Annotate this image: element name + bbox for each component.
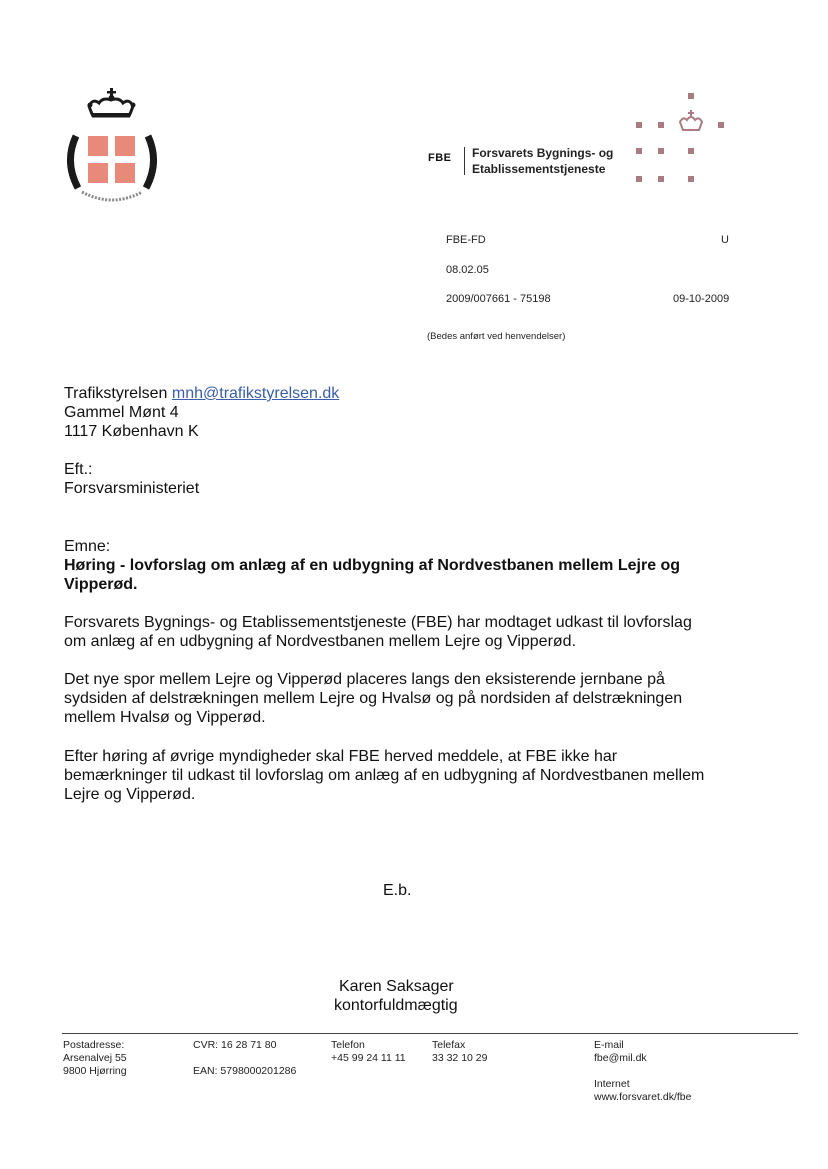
body-p3-line2: bemærkninger til udkast til lovforslag om anlæg af en udbygning af Nordvestbanen mellem [64, 767, 705, 784]
fbe-grid-crown-logo [628, 90, 738, 185]
footer-postal-city: 9800 Hjørring [63, 1065, 127, 1077]
fbe-separator [464, 147, 465, 175]
footer-fax [432, 1039, 487, 1065]
footer-phone [331, 1039, 406, 1065]
footer-email [594, 1039, 647, 1065]
ref-classification: U [721, 234, 729, 246]
body-p3-line3: Lejre og Vipperød. [64, 786, 196, 803]
body-p2-line2: sydsiden af delstrækningen mellem Lejre og Hvalsø og på nordsiden af delstrækningen [64, 690, 683, 707]
footer-fax-number: 33 32 10 29 [432, 1052, 488, 1064]
footer-postal-label: Postadresse: [63, 1039, 125, 1051]
recipient-street: Gammel Mønt 4 [64, 404, 179, 421]
cc-name: Forsvarsministeriet [64, 480, 200, 497]
recipient-line1 [64, 384, 339, 403]
cc-label: Eft.: [64, 461, 93, 478]
footer-internet [594, 1078, 691, 1104]
subject-line1: Høring - lovforslag om anlæg af en udbygning af Nordvestbanen mellem Lejre og [64, 557, 681, 574]
footer-fax-label: Telefax [432, 1039, 466, 1051]
footer-internet-label: Internet [594, 1078, 630, 1090]
cc-block [64, 460, 199, 498]
body-p1-line2: om anlæg af en udbygning af Nordvestbanen mellem Lejre og Vipperød. [64, 633, 577, 650]
footer-phone-number: +45 99 24 11 11 [331, 1052, 406, 1064]
subject-label: Emne: [64, 538, 111, 555]
body-p1-line1: Forsvarets Bygnings- og Etablissementstjeneste (FBE) har modtaget udkast til lovforslag [64, 614, 692, 631]
footer-internet-url[interactable]: www.forsvaret.dk/fbe [594, 1091, 692, 1103]
body-p2-line1: Det nye spor mellem Lejre og Vipperød placeres langs den eksisterende jernbane på [64, 671, 665, 688]
recipient-name: Trafikstyrelsen [64, 385, 168, 402]
footer-email-label: E-mail [594, 1039, 624, 1051]
body-paragraph-2 [64, 670, 682, 727]
footer-phone-label: Telefon [331, 1039, 365, 1051]
body-p3-line1: Efter høring af øvrige myndigheder skal FBE herved meddele, at FBE ikke har [64, 748, 618, 765]
recipient-city: 1117 København K [64, 423, 199, 440]
subject-line2: Vipperød. [64, 576, 138, 593]
footer-postal-street: Arsenalvej 55 [63, 1052, 127, 1064]
body-paragraph-3 [64, 747, 704, 804]
footer-postal [63, 1039, 127, 1078]
body-paragraph-1 [64, 613, 692, 651]
ref-date: 09-10-2009 [673, 293, 730, 305]
ref-file-code: 08.02.05 [446, 264, 489, 276]
defence-crest-logo [62, 88, 162, 206]
footer-cvr: CVR: 16 28 71 80 [193, 1039, 277, 1051]
fbe-abbreviation: FBE [428, 152, 452, 164]
fbe-full-name [472, 145, 613, 177]
signer-name: Karen Saksager [339, 978, 454, 995]
signer-title: kontorfuldmægtig [334, 997, 458, 1014]
subject-block [64, 537, 680, 594]
recipient-email-link[interactable]: mnh@trafikstyrelsen.dk [171, 385, 340, 402]
footer-ean: EAN: 5798000201286 [193, 1065, 297, 1077]
fbe-name-line2: Etablissementstjeneste [472, 162, 606, 176]
recipient-block [64, 384, 339, 441]
ref-case-number: 2009/007661 - 75198 [446, 293, 551, 305]
footer-email-address[interactable]: fbe@mil.dk [594, 1052, 647, 1064]
body-p2-line3: mellem Hvalsø og Vipperød. [64, 709, 266, 726]
ref-note: (Bedes anført ved henvendelser) [427, 331, 566, 342]
ref-department: FBE-FD [446, 234, 486, 246]
fbe-name-line1: Forsvarets Bygnings- og [472, 146, 614, 160]
footer-divider [62, 1033, 798, 1034]
closing-eb: E.b. [383, 882, 412, 899]
